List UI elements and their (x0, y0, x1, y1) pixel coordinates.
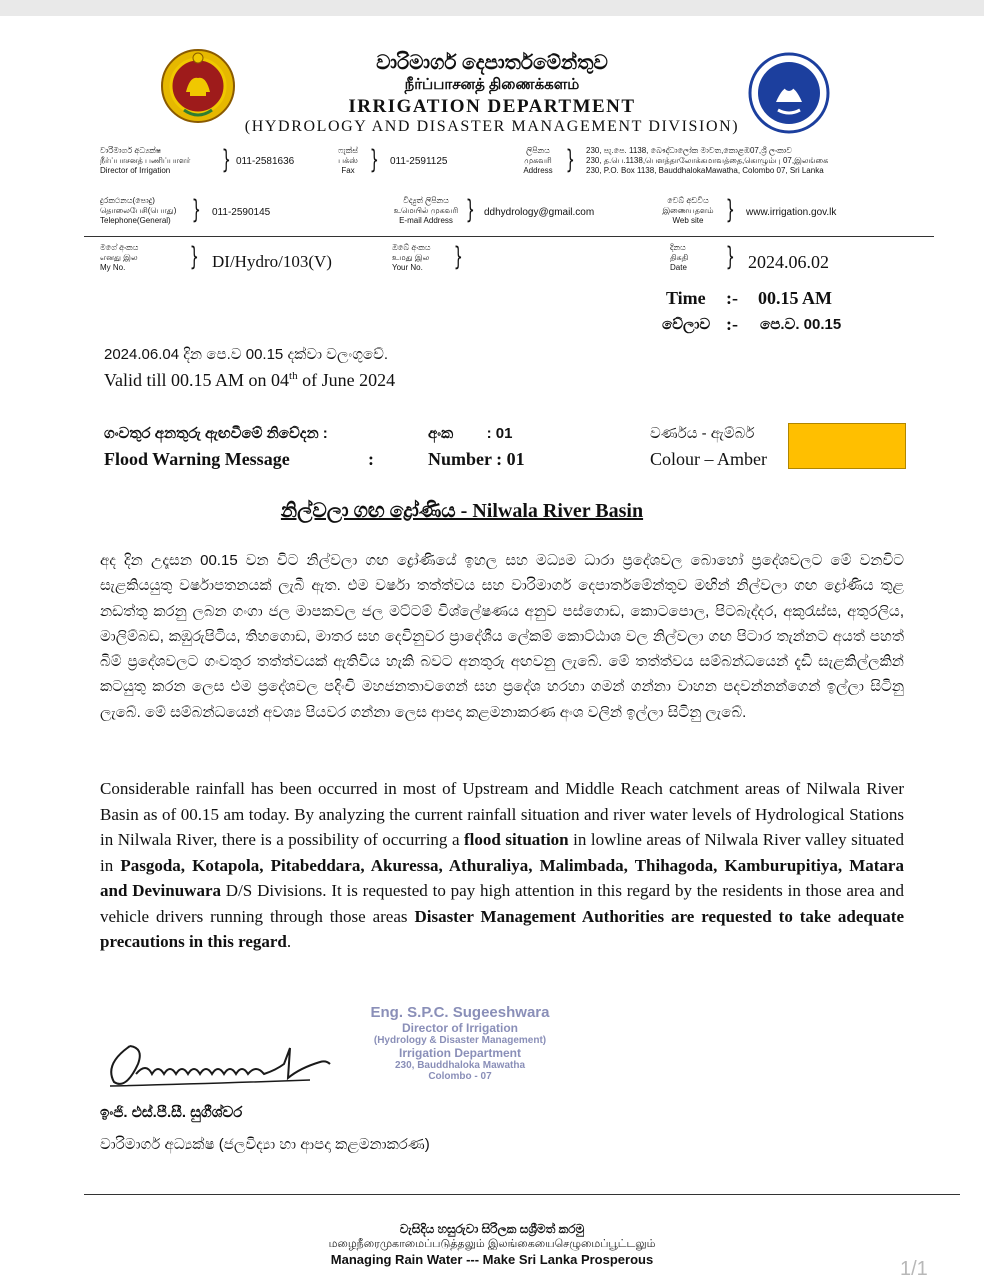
director-label: වාරිමාර්ග අධ්‍යක්ෂ நீர்ப்பாசனத் பணிப்பாளர் Director of Irrigation (100, 146, 191, 175)
director-phone: 011-2581636 (236, 156, 295, 167)
brace-icon: } (191, 195, 201, 225)
body-paragraph-english: Considerable rainfall has been occurred in most of Upstream and Middle Reach catchment areas of Nilwala River Basin as of 00.15 am today. By analyzing the current rainfall situation and river water levels of Hydrological Stations in Nilwala River, there is a possibility of occurring a flood situation in lowline areas of Nilwala River valley situated in Pasgoda, Kotapola, Pitabeddara, Akuressa, Athuraliya, Malimbada, Thihagoda, Kamburupitiya, Matara and Devinuwara D/S Divisions. It is requested to pay high attention in this regard by the residents in those area and vehicle drivers running through those areas Disaster Management Authorities are requested to take adequate precautions in this regard. (100, 779, 904, 951)
body-paragraph-sinhala: අද දින උදෑසන 00.15 වන විට නිල්වලා ගඟ ද්‍රෝණියේ ඉහල සහ මධ්‍යම ධාරා ප්‍රදේශවල බොහෝ ප්‍රදේශවලට මේ වනවිට සැළකියයුතු වර්ෂාපතනයක් ලැබී ඇත. එම වර්ෂා තත්ත්වය සහ වාරිමාර්ග දෙපාර්තමේන්තුව මඟින් නිල්වලා ගඟ ද්‍රෝණිය තුළ නඩත්තු කරනු ලබන ගංගා ජල මාපකවල ජල මට්ටම් විශ්ලේෂණය අනුව පස්ගොඩ, කොටපොල, පිටබැද්දර, අකුරැස්ස, අතුරලිය, මාලිම්බඩ, කඹුරුපිටිය, තිහගොඩ, මාතර සහ දෙවිනුවර ප්‍රාදේශීය ලේකම් කොට්ඨාශ වල නිල්වලා ගඟ පිටාර තැන්නට අයත් පහත් බිම් ප්‍රදේශවලට ගංවතුර තත්ත්වයක් ඇතිවිය හැකි බවට අනතුරු අඟවනු ලැබේ. මේ තත්ත්වය සම්බන්ධයෙන් දැඩි සැළකිල්ලකින් කටයුතු කරන ලෙස එම ප්‍රදේශවල පදිංචි මහජනතාවගෙන් සහ ප්‍රදේශ හරහා ගමන් ගන්නා වාහන පදවන්නන්ගෙන් ඉල්ලා සිටිනු ලැබේ. මේ සම්බන්ධයෙන් අවශ්‍ය පියවර ගන්නා ලෙස ආපදා කළමනාකරණ අංශ වලින් ඉල්ලා සිටිනු ලැබේ. (100, 552, 904, 721)
basin-title: නිල්වලා ගඟ ද්‍රෝණිය - Nilwala River Basin (280, 500, 644, 522)
time-separator: :- (726, 288, 738, 308)
handwritten-signature (100, 1034, 340, 1094)
address-lines: 230, පැ.පෙ. 1138, බෞද්ධාලෝක මාවත,කොළඹ07,ශ්‍රී ලංකාව 230, த.பெ.1138,பௌத்தாலோக்கமாவத்தை,கொழும்பு 07,இலங்கை 230, P.O. Box 1138, BauddhalokaMawatha, Colombo 07, Sri Lanka (586, 146, 829, 175)
validity-english: Valid till 00.15 AM on 04th of June 2024 (104, 370, 396, 390)
footer-slogan-sinhala: වැසිදිය හසුරුවා සිරිලක සශ්‍රීමත් කරමු (399, 1222, 585, 1236)
warning-title-english: Flood Warning Message (104, 449, 290, 469)
division-title: (HYDROLOGY AND DISASTER MANAGEMENT DIVISION) (244, 118, 740, 135)
time-value: 00.15 AM (758, 288, 832, 308)
website-label: වෙබ් අඩවිය இணையதளம் Web site (662, 196, 714, 225)
my-no-value: DI/Hydro/103(V) (212, 252, 332, 271)
warning-colon: : (368, 449, 374, 469)
email-label: විද්‍යුත් ලිපිනය உமெயில் முகவரி E-mail Address (393, 196, 459, 225)
fax-number: 011-2591125 (390, 156, 448, 167)
header-divider (84, 236, 934, 237)
brace-icon: } (465, 195, 475, 225)
dept-title-sinhala: වාරිමාර්ග දෙපාර්තමේන්තුව (376, 52, 608, 74)
time-label-sinhala: වේලාව (662, 316, 711, 333)
date-value: 2024.06.02 (748, 252, 829, 272)
footer-slogan-english: Managing Rain Water --- Make Sri Lanka Prosperous (330, 1252, 654, 1267)
email-address: ddhydrology@gmail.com (484, 207, 595, 218)
brace-icon: } (565, 145, 575, 175)
sri-lanka-emblem (160, 46, 236, 126)
amber-colour-swatch (788, 423, 906, 469)
number-label-sinhala: අංක : 01 (428, 425, 513, 442)
footer-divider (84, 1194, 960, 1195)
signatory-name-sinhala: ඉංජි. එස්.පී.සී. සුගීශ්වර (100, 1104, 243, 1121)
time-label: Time (666, 288, 706, 308)
telephone-label: දුරකථනය(පොදු) தொலைபேசி(பொது) Telephone(General) (100, 196, 177, 225)
official-stamp: Eng. S.P.C. Sugeeshwara Director of Irrigation (Hydrology & Disaster Management) Irrigation Department 230, Bauddhaloka Mawatha Colombo - 07 (370, 1004, 550, 1082)
colour-label-english: Colour – Amber (650, 449, 767, 469)
warning-title-sinhala: ගංවතුර අනතුරු ඇඟවීමේ නිවේදන : (104, 425, 328, 442)
signatory-title-sinhala: වාරිමාර්ග අධ්‍යක්ෂ (ජලවිද්‍යා හා ආපදා කළමනාකරණ) (100, 1136, 430, 1153)
brace-icon: } (453, 242, 463, 272)
viewer-top-bar (0, 0, 984, 16)
brace-icon: } (221, 145, 231, 175)
brace-icon: } (725, 195, 735, 225)
validity-sinhala: 2024.06.04 දින පෙ.ව 00.15 දක්වා වලංගුවේ. (104, 346, 389, 363)
time-value-sinhala: පෙ.ව. 00.15 (760, 316, 842, 333)
colour-label-sinhala: වර්ණය - ඇම්බර් (650, 425, 755, 442)
number-label-english: Number : 01 (428, 449, 525, 469)
dept-title-tamil: நீர்ப்பாசனத் திணைக்களம் (404, 76, 580, 93)
footer-slogan-tamil: மழைநீரைமுகாமைப்படுத்தலும் இலங்கையைசெழுமைப்பூட்டலும் (328, 1238, 656, 1250)
brace-icon: } (189, 242, 199, 272)
telephone-number: 011-2590145 (212, 207, 271, 218)
page-indicator: 1/1 (900, 1258, 928, 1280)
date-label: දිනය திகதி Date (670, 243, 689, 272)
website-address: www.irrigation.gov.lk (746, 207, 837, 218)
dept-title-english: IRRIGATION DEPARTMENT (348, 96, 636, 117)
fax-label: ෆැක්ස් பக்ஸ் Fax (338, 146, 358, 175)
brace-icon: } (369, 145, 379, 175)
your-no-label: ඔබේ අංකය உமது இல Your No. (392, 243, 431, 272)
address-label: ලිපිනය முகவரி Address (523, 146, 553, 175)
brace-icon: } (725, 242, 735, 272)
time-separator: :- (726, 314, 738, 334)
my-no-label: මගේ අංකය எனது இல My No. (100, 243, 139, 272)
